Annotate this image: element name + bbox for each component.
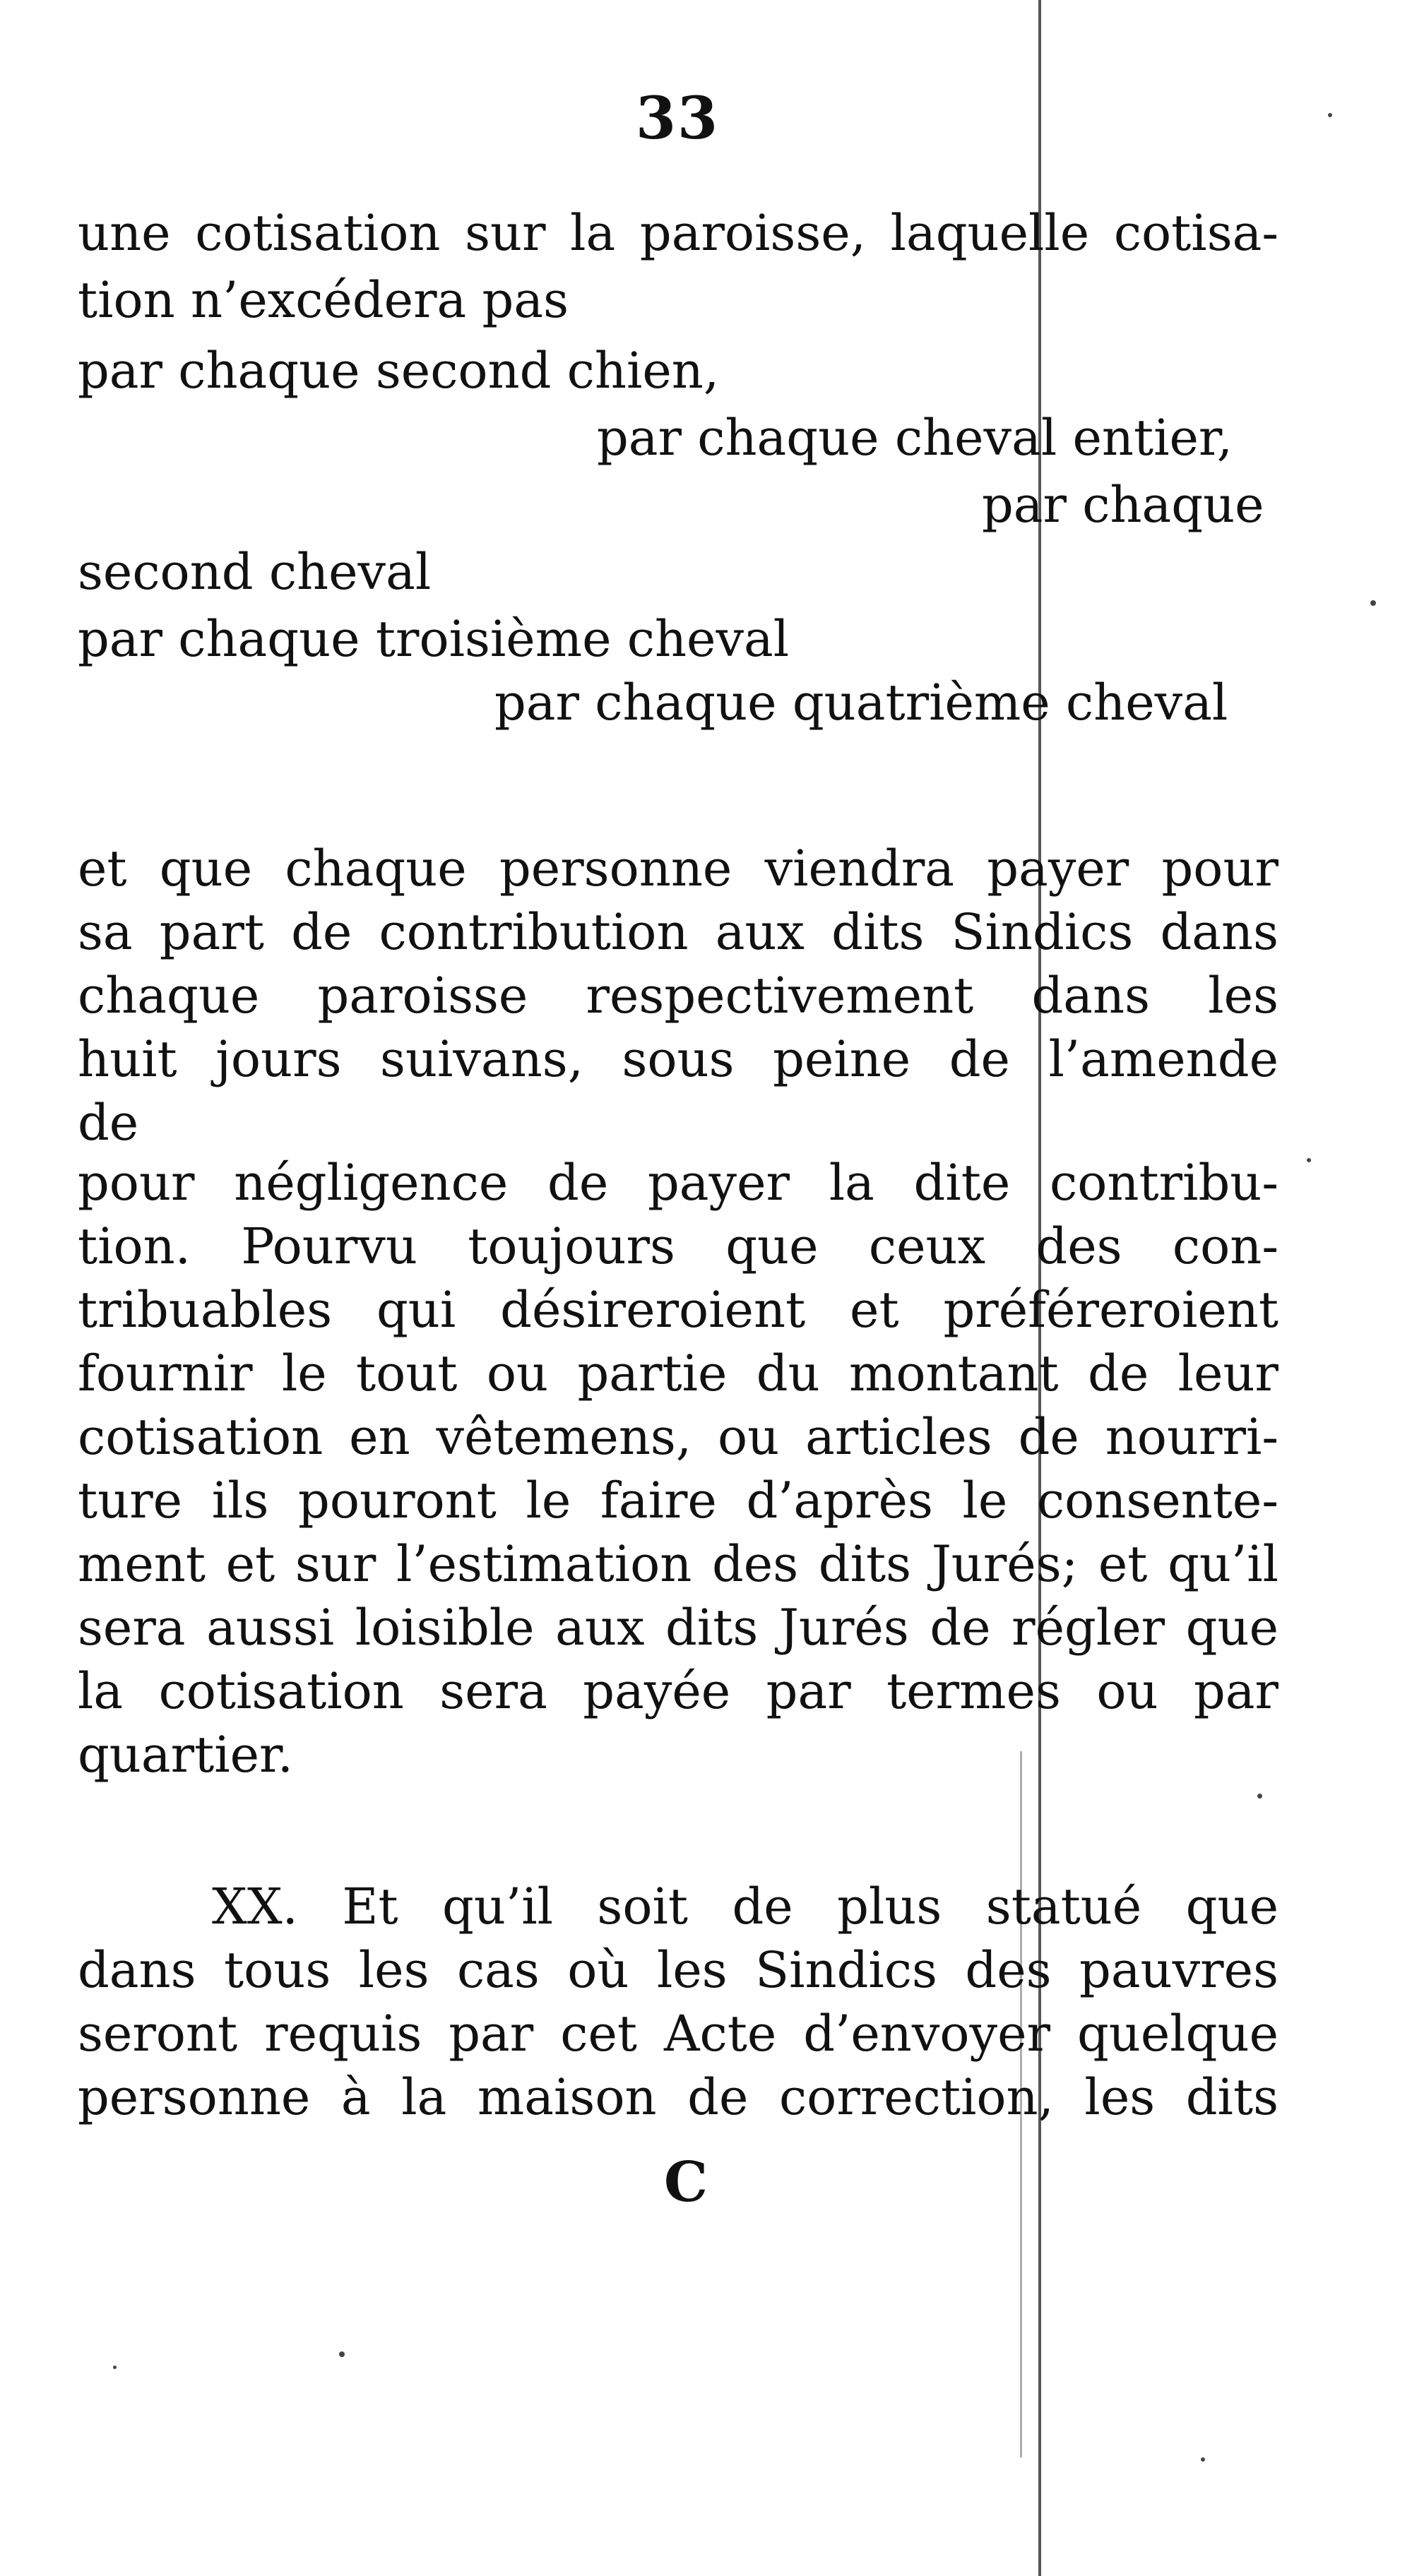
text-line: chaque paroisse respectivement dans les xyxy=(78,967,1278,1025)
text-line: et que chaque personne viendra payer pour xyxy=(78,840,1278,898)
ink-speck xyxy=(1257,1794,1262,1799)
text-line: tribuables qui désireroient et préféreroient xyxy=(78,1281,1278,1339)
text-line: personne à la maison de correction, les dits xyxy=(78,2068,1278,2126)
text-line: huit jours suivans, sous peine de l’amende xyxy=(78,1030,1278,1088)
page-number: 33 xyxy=(636,85,720,153)
text-line: seront requis par cet Acte d’envoyer quelque xyxy=(78,2005,1278,2063)
text-line: par chaque second chien, xyxy=(78,342,720,400)
text-line: par chaque troisième cheval xyxy=(78,610,790,668)
text-line: ture ils pouront le faire d’après le consente- xyxy=(78,1472,1278,1530)
text-line: ment et sur l’estimation des dits Jurés; et qu’il xyxy=(78,1535,1278,1593)
text-line: XX. Et qu’il soit de plus statué que xyxy=(212,1878,1278,1936)
text-line: par chaque xyxy=(982,476,1264,534)
ink-speck xyxy=(113,2366,117,2369)
text-line: sera aussi loisible aux dits Jurés de régler que xyxy=(78,1599,1278,1657)
text-line: pour négligence de payer la dite contribu- xyxy=(78,1154,1278,1212)
text-line: second cheval xyxy=(78,543,432,601)
text-line: sa part de contribution aux dits Sindics dans xyxy=(78,903,1278,961)
ink-speck xyxy=(1307,1158,1311,1162)
ink-speck xyxy=(1370,600,1376,606)
text-line: quartier. xyxy=(78,1726,294,1784)
text-line: fournir le tout ou partie du montant de leur xyxy=(78,1344,1278,1402)
text-line: tion. Pourvu toujours que ceux des con- xyxy=(78,1217,1278,1275)
text-line: dans tous les cas où les Sindics des pauvres xyxy=(78,1941,1278,1999)
text-line: tion n’excédera pas xyxy=(78,271,569,329)
signature-mark: C xyxy=(664,2150,708,2214)
text-line: de xyxy=(78,1094,139,1152)
text-line: cotisation en vêtemens, ou articles de nourri- xyxy=(78,1408,1278,1466)
text-line: par chaque quatrième cheval xyxy=(494,674,1228,732)
ink-speck xyxy=(1328,113,1332,117)
text-line: une cotisation sur la paroisse, laquelle cotisa- xyxy=(78,204,1278,262)
ink-speck xyxy=(339,2351,345,2357)
text-line: par chaque cheval entier, xyxy=(597,409,1233,467)
text-line: la cotisation sera payée par termes ou par xyxy=(78,1662,1278,1720)
ink-speck xyxy=(1201,2457,1205,2462)
